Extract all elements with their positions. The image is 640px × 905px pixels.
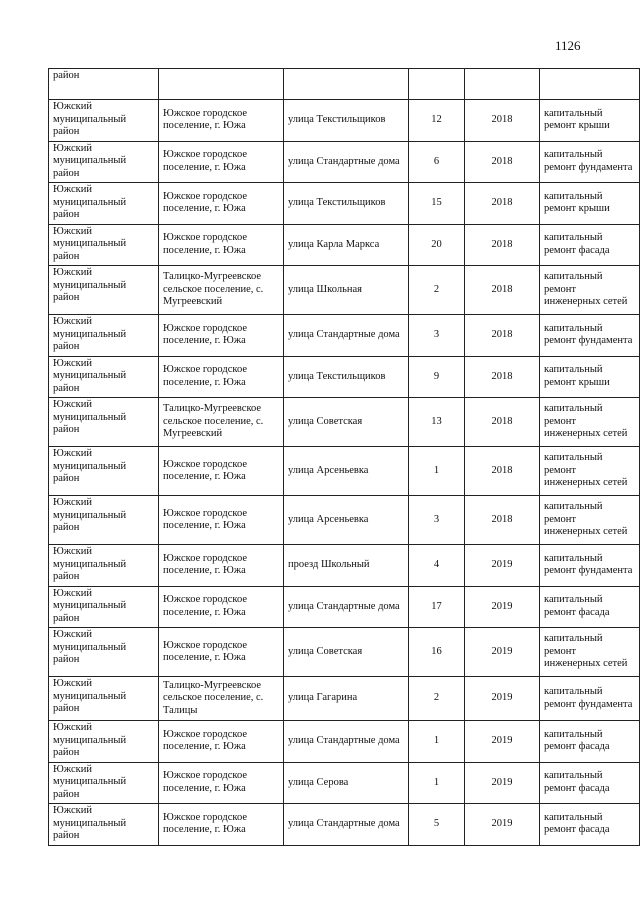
table-row xyxy=(49,447,640,496)
table-row xyxy=(49,224,640,266)
settlement-cell: Южское городское поселение, г. Южа xyxy=(159,447,284,496)
district-cell: Южский муниципальный район xyxy=(49,721,159,763)
year-cell: 2019 xyxy=(465,677,540,721)
work-cell: капитальный ремонт фундамента xyxy=(540,677,640,721)
settlement-cell: Южское городское поселение, г. Южа xyxy=(159,804,284,846)
year-cell: 2018 xyxy=(465,496,540,545)
table-row xyxy=(49,762,640,804)
house-cell: 5 xyxy=(409,804,465,846)
house-cell: 13 xyxy=(409,398,465,447)
house-cell: 16 xyxy=(409,628,465,677)
settlement-cell: Южское городское поселение, г. Южа xyxy=(159,315,284,357)
street-cell: улица Советская xyxy=(284,628,409,677)
district-cell: Южский муниципальный район xyxy=(49,356,159,398)
settlement-cell: Талицко-Мугреевское сельское поселение, с. Мугреевский xyxy=(159,398,284,447)
settlement-cell: Талицко-Мугреевское сельское поселение, с. Мугреевский xyxy=(159,266,284,315)
table-row xyxy=(49,266,640,315)
table-row xyxy=(49,628,640,677)
work-cell: капитальный ремонт инженерных сетей xyxy=(540,447,640,496)
settlement-cell: Южское городское поселение, г. Южа xyxy=(159,721,284,763)
street-cell: улица Стандартные дома xyxy=(284,586,409,628)
table-row xyxy=(49,398,640,447)
settlement-cell xyxy=(159,69,284,100)
district-cell: Южский муниципальный район xyxy=(49,496,159,545)
year-cell: 2019 xyxy=(465,721,540,763)
street-cell: улица Текстильщиков xyxy=(284,183,409,225)
page-number: 1126 xyxy=(555,38,581,53)
street-cell: улица Стандартные дома xyxy=(284,721,409,763)
house-cell: 2 xyxy=(409,677,465,721)
year-cell: 2019 xyxy=(465,586,540,628)
house-cell: 3 xyxy=(409,315,465,357)
work-cell: капитальный ремонт крыши xyxy=(540,356,640,398)
year-cell: 2018 xyxy=(465,183,540,225)
street-cell: улица Карла Маркса xyxy=(284,224,409,266)
street-cell: улица Гагарина xyxy=(284,677,409,721)
year-cell: 2019 xyxy=(465,545,540,587)
year-cell: 2018 xyxy=(465,447,540,496)
settlement-cell: Южское городское поселение, г. Южа xyxy=(159,224,284,266)
district-cell: Южский муниципальный район xyxy=(49,628,159,677)
house-cell: 1 xyxy=(409,721,465,763)
street-cell: улица Текстильщиков xyxy=(284,100,409,142)
work-cell xyxy=(540,69,640,100)
district-cell: Южский муниципальный район xyxy=(49,677,159,721)
table-row xyxy=(49,100,640,142)
street-cell: улица Школьная xyxy=(284,266,409,315)
year-cell: 2018 xyxy=(465,266,540,315)
settlement-cell: Южское городское поселение, г. Южа xyxy=(159,141,284,183)
street-cell: улица Стандартные дома xyxy=(284,804,409,846)
work-cell: капитальный ремонт фундамента xyxy=(540,141,640,183)
settlement-cell: Талицко-Мугреевское сельское поселение, с. Талицы xyxy=(159,677,284,721)
house-cell: 20 xyxy=(409,224,465,266)
work-cell: капитальный ремонт инженерных сетей xyxy=(540,398,640,447)
table-row xyxy=(49,586,640,628)
street-cell: улица Арсеньевка xyxy=(284,496,409,545)
street-cell xyxy=(284,69,409,100)
work-cell: капитальный ремонт фасада xyxy=(540,762,640,804)
district-cell: район xyxy=(49,69,159,100)
table-row xyxy=(49,356,640,398)
work-cell: капитальный ремонт инженерных сетей xyxy=(540,266,640,315)
street-cell: улица Текстильщиков xyxy=(284,356,409,398)
work-cell: капитальный ремонт фасада xyxy=(540,721,640,763)
house-cell: 17 xyxy=(409,586,465,628)
settlement-cell: Южское городское поселение, г. Южа xyxy=(159,356,284,398)
continuation-row xyxy=(49,69,640,100)
street-cell: улица Серова xyxy=(284,762,409,804)
work-cell: капитальный ремонт крыши xyxy=(540,183,640,225)
district-cell: Южский муниципальный район xyxy=(49,447,159,496)
street-cell: улица Стандартные дома xyxy=(284,315,409,357)
house-cell: 2 xyxy=(409,266,465,315)
year-cell: 2018 xyxy=(465,398,540,447)
settlement-cell: Южское городское поселение, г. Южа xyxy=(159,628,284,677)
year-cell: 2019 xyxy=(465,628,540,677)
work-cell: капитальный ремонт фундамента xyxy=(540,315,640,357)
settlement-cell: Южское городское поселение, г. Южа xyxy=(159,496,284,545)
district-cell: Южский муниципальный район xyxy=(49,100,159,142)
district-cell: Южский муниципальный район xyxy=(49,315,159,357)
table-body xyxy=(49,69,640,846)
settlement-cell: Южское городское поселение, г. Южа xyxy=(159,545,284,587)
work-cell: капитальный ремонт фундамента xyxy=(540,545,640,587)
house-cell: 1 xyxy=(409,762,465,804)
district-cell: Южский муниципальный район xyxy=(49,762,159,804)
table-row xyxy=(49,545,640,587)
year-cell xyxy=(465,69,540,100)
work-cell: капитальный ремонт фасада xyxy=(540,586,640,628)
district-cell: Южский муниципальный район xyxy=(49,398,159,447)
work-cell: капитальный ремонт крыши xyxy=(540,100,640,142)
house-cell: 12 xyxy=(409,100,465,142)
year-cell: 2019 xyxy=(465,762,540,804)
district-cell: Южский муниципальный район xyxy=(49,141,159,183)
street-cell: улица Советская xyxy=(284,398,409,447)
district-cell: Южский муниципальный район xyxy=(49,586,159,628)
district-cell: Южский муниципальный район xyxy=(49,804,159,846)
table-row xyxy=(49,141,640,183)
table-row xyxy=(49,183,640,225)
year-cell: 2018 xyxy=(465,224,540,266)
settlement-cell: Южское городское поселение, г. Южа xyxy=(159,762,284,804)
settlement-cell: Южское городское поселение, г. Южа xyxy=(159,586,284,628)
settlement-cell: Южское городское поселение, г. Южа xyxy=(159,183,284,225)
house-cell: 4 xyxy=(409,545,465,587)
district-cell: Южский муниципальный район xyxy=(49,545,159,587)
table-row xyxy=(49,496,640,545)
street-cell: улица Арсеньевка xyxy=(284,447,409,496)
table-row xyxy=(49,804,640,846)
district-cell: Южский муниципальный район xyxy=(49,266,159,315)
year-cell: 2018 xyxy=(465,315,540,357)
house-cell: 9 xyxy=(409,356,465,398)
table-row xyxy=(49,677,640,721)
house-cell: 1 xyxy=(409,447,465,496)
house-cell xyxy=(409,69,465,100)
house-cell: 3 xyxy=(409,496,465,545)
house-cell: 6 xyxy=(409,141,465,183)
street-cell: улица Стандартные дома xyxy=(284,141,409,183)
table-row xyxy=(49,721,640,763)
year-cell: 2018 xyxy=(465,356,540,398)
table-row xyxy=(49,315,640,357)
house-cell: 15 xyxy=(409,183,465,225)
year-cell: 2019 xyxy=(465,804,540,846)
work-cell: капитальный ремонт инженерных сетей xyxy=(540,628,640,677)
work-cell: капитальный ремонт инженерных сетей xyxy=(540,496,640,545)
year-cell: 2018 xyxy=(465,100,540,142)
street-cell: проезд Школьный xyxy=(284,545,409,587)
work-cell: капитальный ремонт фасада xyxy=(540,804,640,846)
year-cell: 2018 xyxy=(465,141,540,183)
work-cell: капитальный ремонт фасада xyxy=(540,224,640,266)
district-cell: Южский муниципальный район xyxy=(49,224,159,266)
district-cell: Южский муниципальный район xyxy=(49,183,159,225)
settlement-cell: Южское городское поселение, г. Южа xyxy=(159,100,284,142)
housing-repair-table xyxy=(48,68,640,846)
